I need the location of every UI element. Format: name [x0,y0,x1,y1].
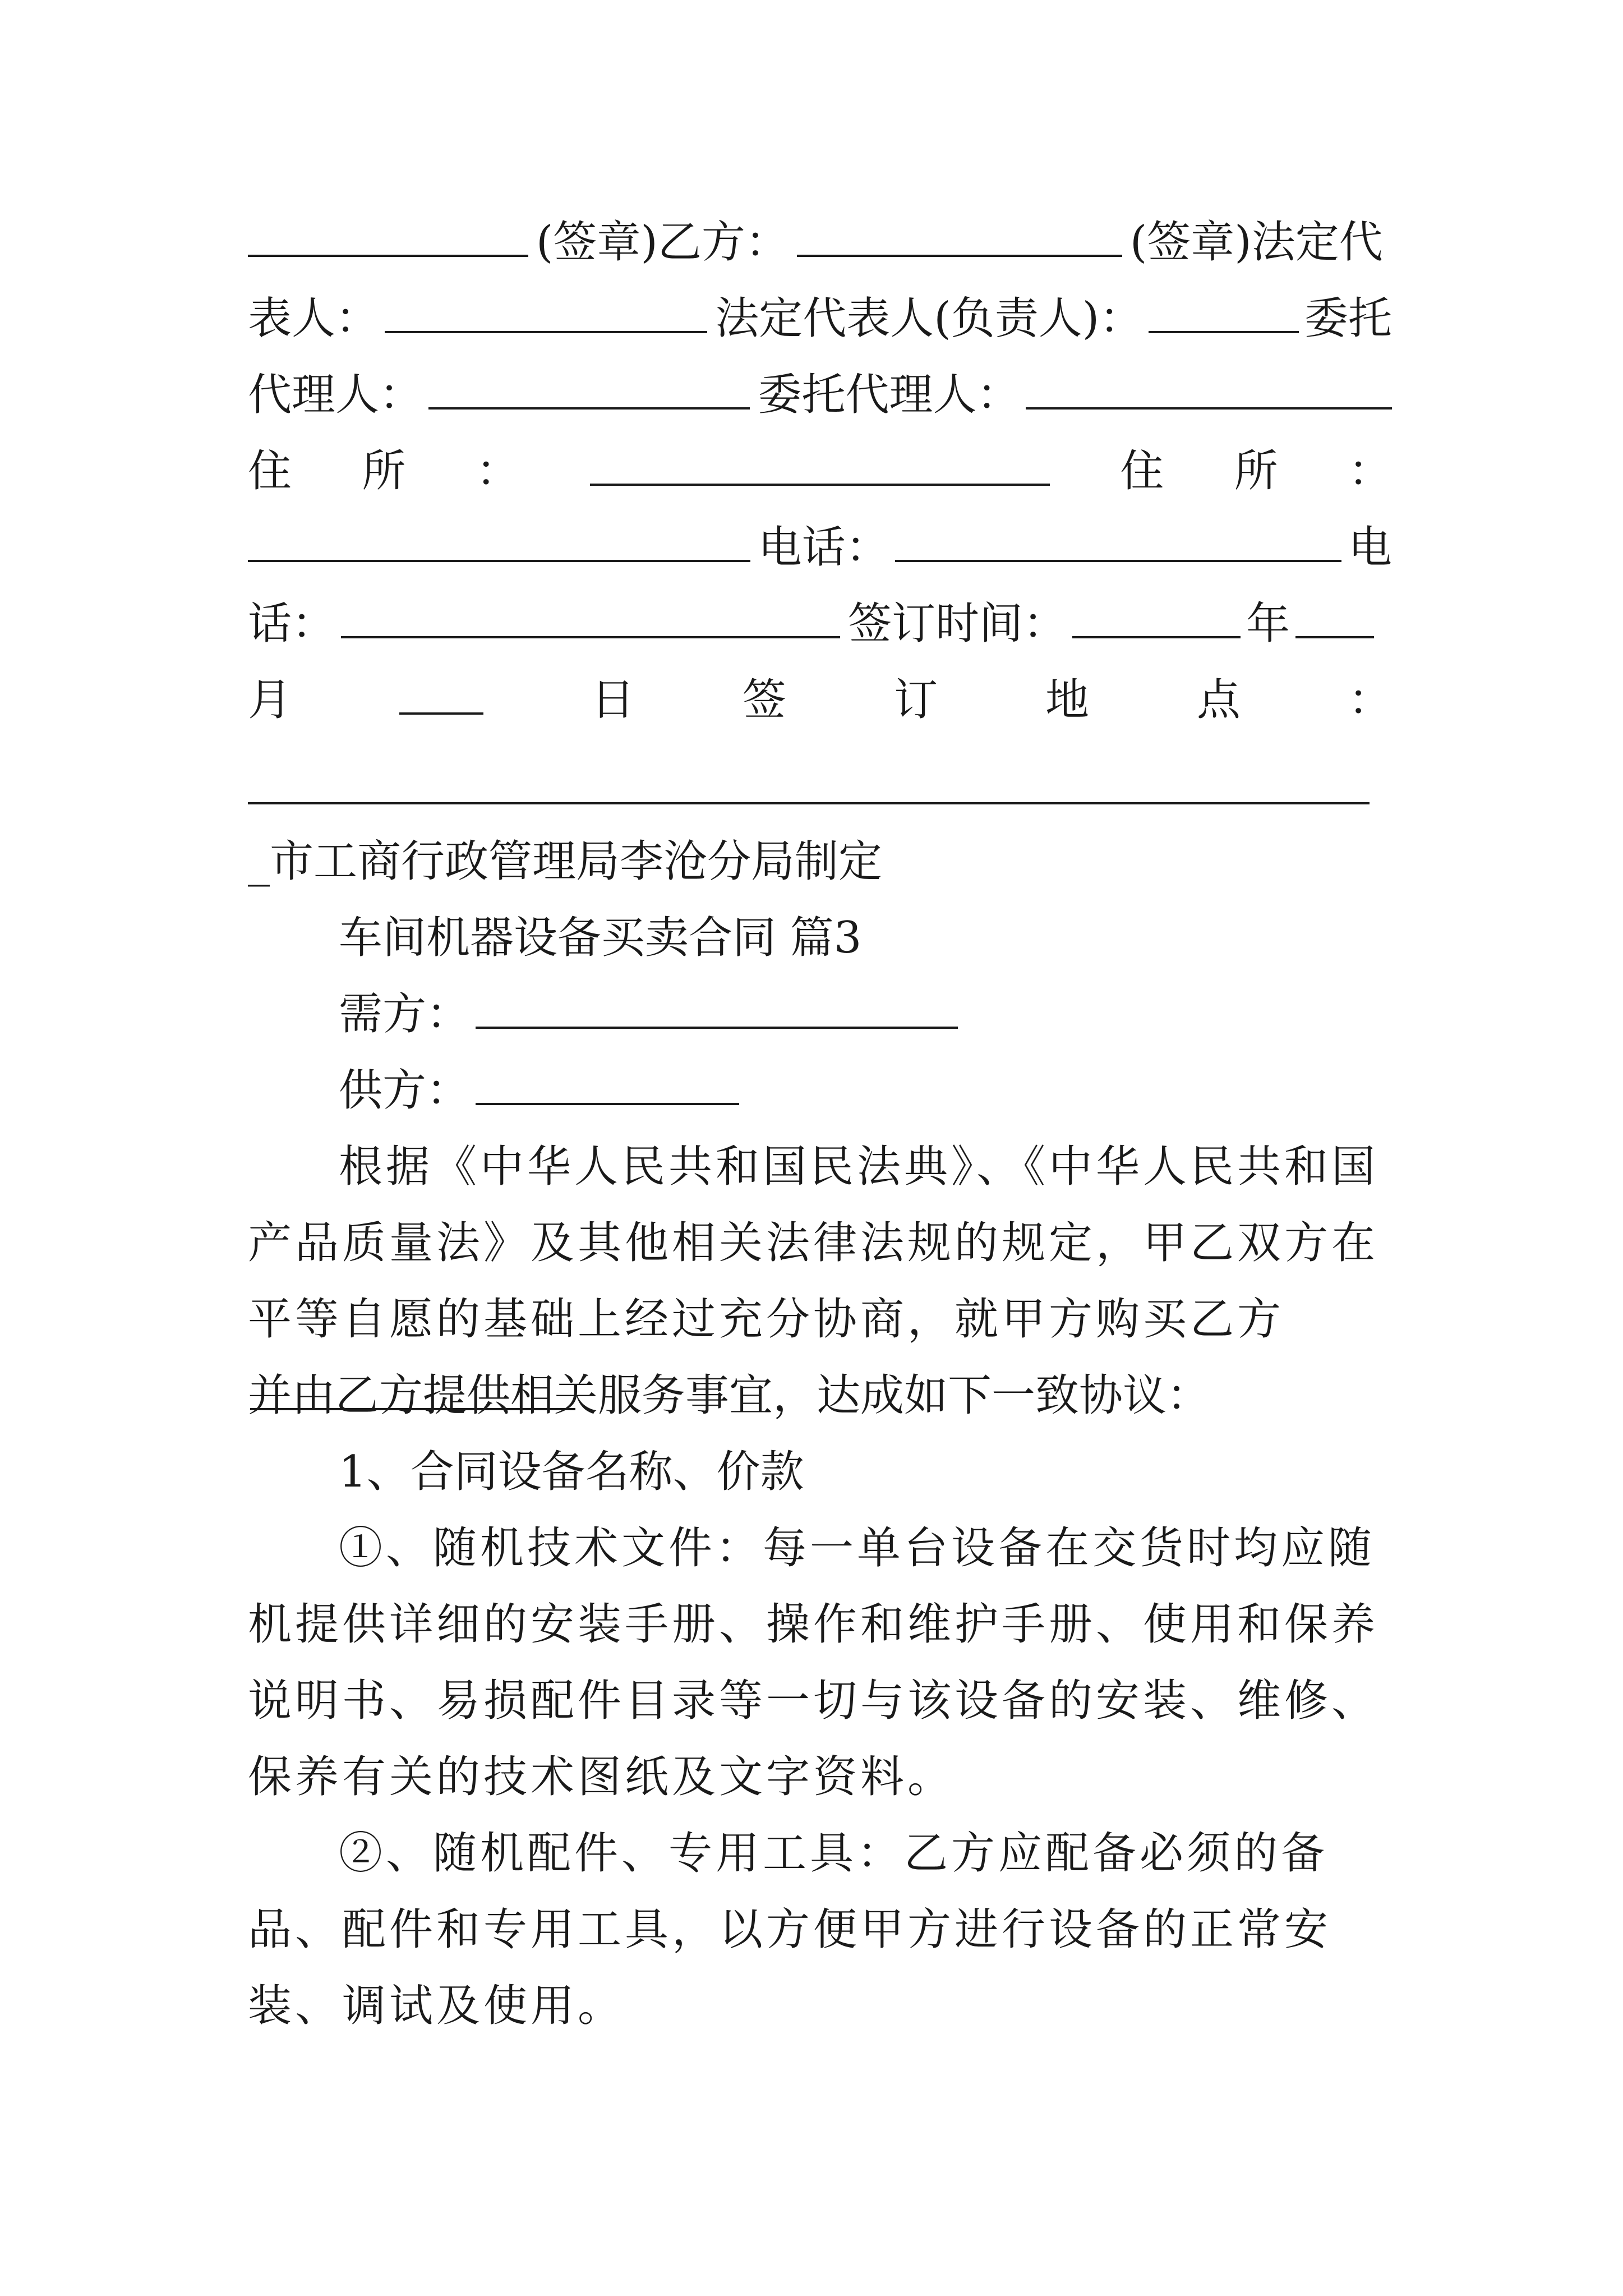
intro-end-text: 并由乙方提供相关服务事宜，达成如下一致协议： [248,1370,1211,1421]
field-label: 话： [248,599,336,649]
contract-title-line [339,900,1393,976]
seller-line [339,1052,1393,1129]
blank-field [590,451,1050,486]
field-label: ： [476,446,520,496]
contract-title: 车间机器设备买卖合同 篇3 [339,913,862,963]
blank-field [248,222,528,257]
field-label: 电话： [758,522,889,573]
field-label: 点 [1196,675,1241,725]
blank-field [1149,298,1299,333]
field-label: 订 [893,675,938,725]
field-label: 年 [1246,599,1290,649]
signature-line-2 [248,280,1392,357]
maker-text: _市工商行政管理局李沧分局制定 [248,836,883,887]
field-label: 法定代表人(负责人)： [715,293,1144,344]
section-1-line [339,1434,1393,1510]
blank-field [248,527,750,562]
blank-field [385,298,707,333]
item-2-paragraph [248,1815,1392,2044]
field-label: 月 [248,675,292,725]
field-label: 委托 [1304,293,1392,344]
field-label: 地 [1045,675,1089,725]
intro-end-line [248,1358,1392,1434]
field-label: 签 [742,675,786,725]
field-label: 所 [1234,446,1278,496]
seal-label: (签章)法定代 [1129,217,1383,268]
blank-field [797,222,1122,257]
blank-field [399,680,483,715]
field-label: 住 [1120,446,1164,496]
section-heading: 1、合同设备名称、价款 [339,1447,804,1497]
field-label: ： [1348,675,1392,725]
signature-line-5 [248,509,1392,586]
blank-field [1072,604,1241,638]
field-label: ： [1348,446,1392,496]
buyer-blank [476,994,958,1029]
field-label: 电 [1348,522,1392,573]
item-1-paragraph [248,1510,1392,1815]
field-label: 住 [248,446,292,496]
signature-line-7 [248,662,1392,738]
buyer-line [339,976,1393,1052]
signature-line-3 [248,357,1392,433]
seller-blank [476,1070,739,1105]
field-label: 委托代理人： [758,370,1021,420]
seller-label: 供方： [339,1065,471,1116]
item-1-text: ①、随机技术文件：每一单台设备在交货时均应随机提供详细的安装手册、操作和维护手册、使用和保养说明书、易损配件目录等一切与该设备的安装、维修、保养有关的技术图纸及文字资料。 [248,1523,1379,1802]
field-label: 代理人： [248,370,423,420]
field-label: 表人： [248,293,380,344]
blank-field [895,527,1341,562]
field-label: 签订时间： [848,599,1067,649]
seal-label: (签章)乙方： [536,217,789,268]
field-label: 日 [591,675,635,725]
signature-line-6 [248,586,1392,662]
signature-line-4 [248,433,1392,509]
signature-line-1 [248,204,1392,280]
maker-line [248,823,1392,900]
blank-field [341,604,840,638]
field-label: 所 [362,446,406,496]
blank-field [428,375,750,409]
intro-text: 根据《中华人民共和国民法典》、《中华人民共和国产品质量法》及其他相关法律法规的规定，甲乙双方在平等自愿的基础上经过充分协商，就甲方购买乙方 [248,1142,1379,1345]
blank-field [1026,375,1392,409]
blank-field [1295,604,1374,638]
item-2-text: ②、随机配件、专用工具：乙方应配备必须的备品、配件和专用工具，以方便甲方进行设备的正常安装、调试及使用。 [248,1828,1332,2031]
signature-rule [248,802,1370,804]
buyer-label: 需方： [339,989,471,1039]
